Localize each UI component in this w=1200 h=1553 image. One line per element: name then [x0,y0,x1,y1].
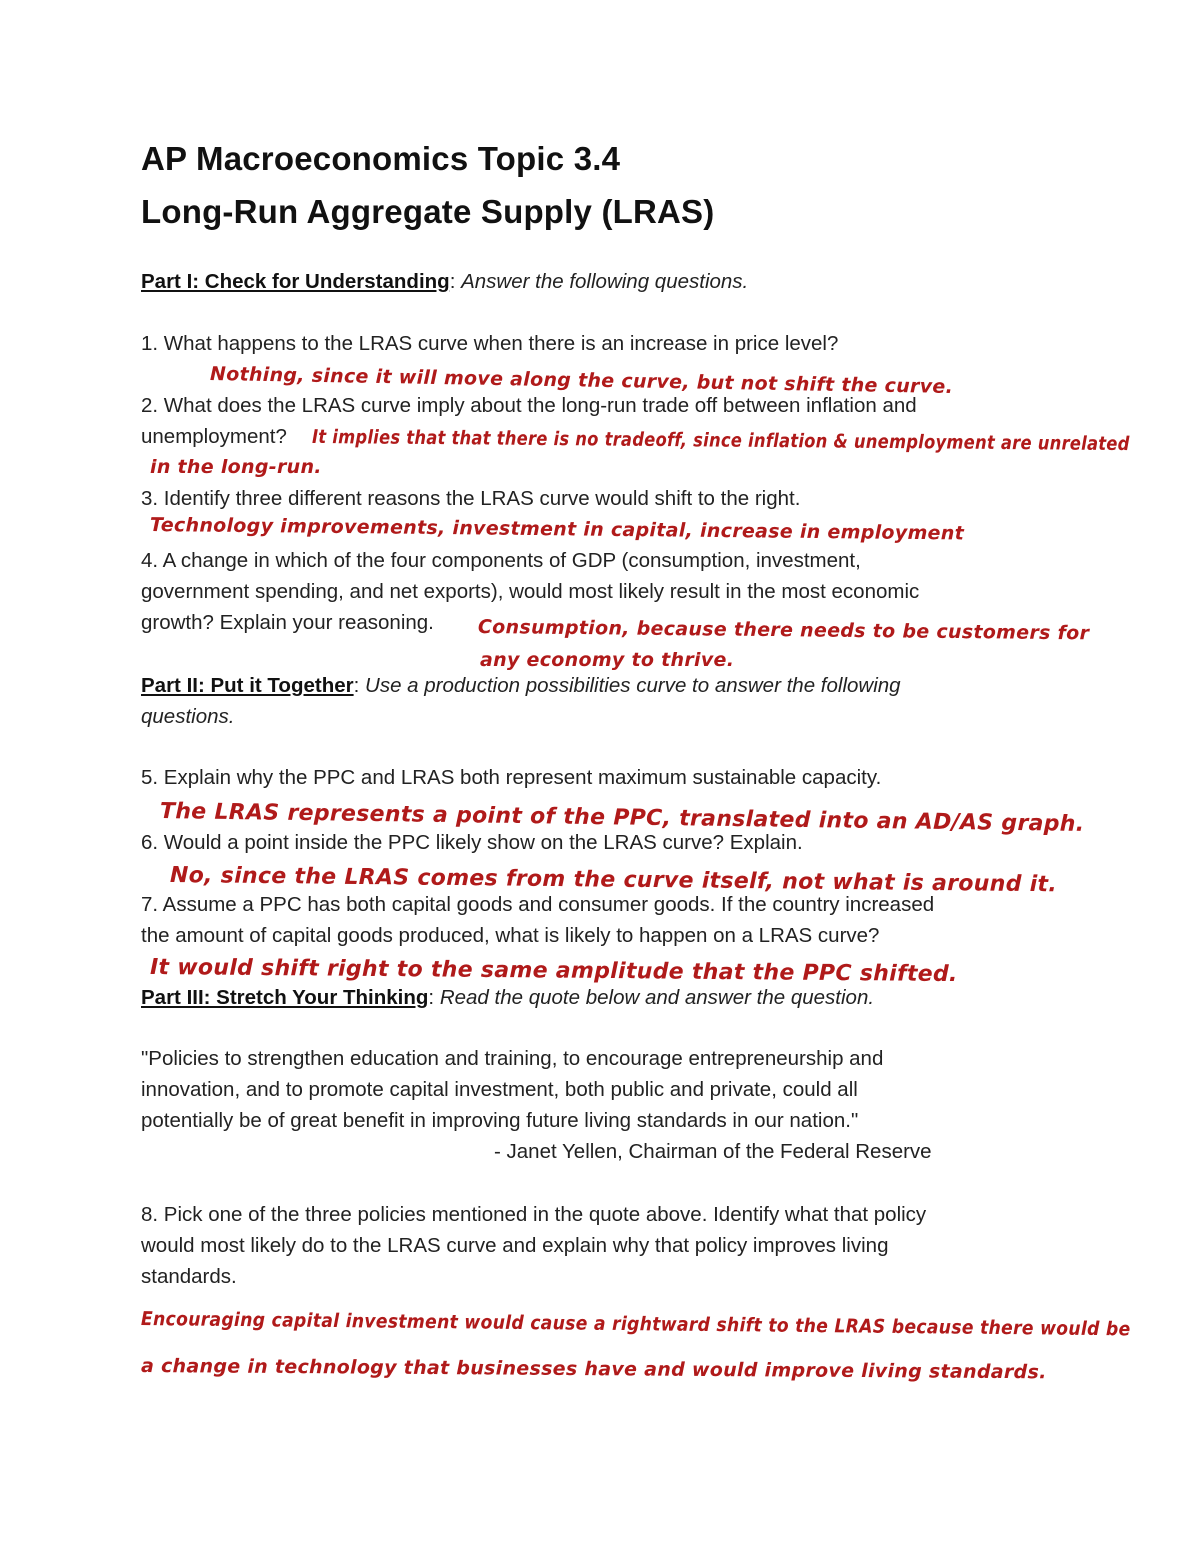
answer-6: No, since the LRAS comes from the curve itself, not what is around it. [169,863,1058,898]
answer-8-line-1: Encouraging capital investment would cause a rightward shift to the LRAS because there would be [140,1308,1131,1341]
title-line-2: Long-Run Aggregate Supply (LRAS) [141,193,715,230]
question-4-line-3: growth? Explain your reasoning. [141,611,434,634]
question-7-line-1: 7. Assume a PPC has both capital goods and consumer goods. If the country increased [141,893,935,916]
part2-instruction-line-2: questions. [141,705,235,728]
part3-instruction: Read the quote below and answer the question. [439,986,875,1009]
question-3: 3. Identify three different reasons the LRAS curve would shift to the right. [141,487,801,510]
quote-line-3: potentially be of great benefit in improving future living standards in our nation." [141,1109,859,1132]
part1-instruction: Answer the following questions. [461,270,749,293]
part1-sep: : [449,270,462,293]
question-2-line-2: unemployment? [141,425,287,448]
question-4-line-2: government spending, and net exports), would most likely result in the most economic [141,580,920,603]
answer-4-line-2: any economy to thrive. [480,649,735,671]
question-2-line-1: 2. What does the LRAS curve imply about the long-run trade off between inflation and [141,394,917,417]
answer-4-line-1: Consumption, because there needs to be customers for [477,616,1090,645]
quote-line-1: "Policies to strengthen education and training, to encourage entrepreneurship and [141,1047,884,1070]
answer-2-line-2: in the long-run. [150,456,322,478]
part3-sep: : [428,986,440,1009]
question-8-line-2: would most likely do to the LRAS curve and explain why that policy improves living [141,1234,889,1257]
part3-heading [141,982,874,1013]
answer-8-line-2: a change in technology that businesses have and would improve living standards. [140,1355,1047,1384]
quote-line-2: innovation, and to promote capital investment, both public and private, could all [141,1078,858,1101]
quote-attribution: - Janet Yellen, Chairman of the Federal Reserve [494,1140,932,1163]
question-7-line-2: the amount of capital goods produced, what is likely to happen on a LRAS curve? [141,924,880,947]
answer-7: It would shift right to the same amplitude that the PPC shifted. [149,955,958,988]
answer-1: Nothing, since it will move along the curve, but not shift the curve. [209,363,954,398]
question-4-line-1: 4. A change in which of the four components of GDP (consumption, investment, [141,549,861,572]
part1-label: Part I: Check for Understanding [141,270,450,293]
question-6: 6. Would a point inside the PPC likely show on the LRAS curve? Explain. [141,831,803,854]
part3-label: Part III: Stretch Your Thinking [141,986,429,1009]
answer-3: Technology improvements, investment in capital, increase in employment [149,514,965,545]
part2-heading [141,670,901,701]
title-line-1: AP Macroeconomics Topic 3.4 [141,140,621,177]
question-8-line-3: standards. [141,1265,237,1288]
answer-2-line-1: It implies that that there is no tradeoff, since inflation & unemployment are unrelated [311,426,1130,456]
question-5: 5. Explain why the PPC and LRAS both represent maximum sustainable capacity. [141,766,882,789]
answer-5: The LRAS represents a point of the PPC, translated into an AD/AS graph. [159,799,1085,837]
question-1: 1. What happens to the LRAS curve when there is an increase in price level? [141,332,839,355]
part2-sep: : [353,674,366,697]
part2-instruction: Use a production possibilities curve to answer the following [365,674,901,697]
question-8-line-1: 8. Pick one of the three policies mentioned in the quote above. Identify what that policy [141,1203,927,1226]
part2-label: Part II: Put it Together [141,674,354,697]
part1-heading [141,266,748,297]
